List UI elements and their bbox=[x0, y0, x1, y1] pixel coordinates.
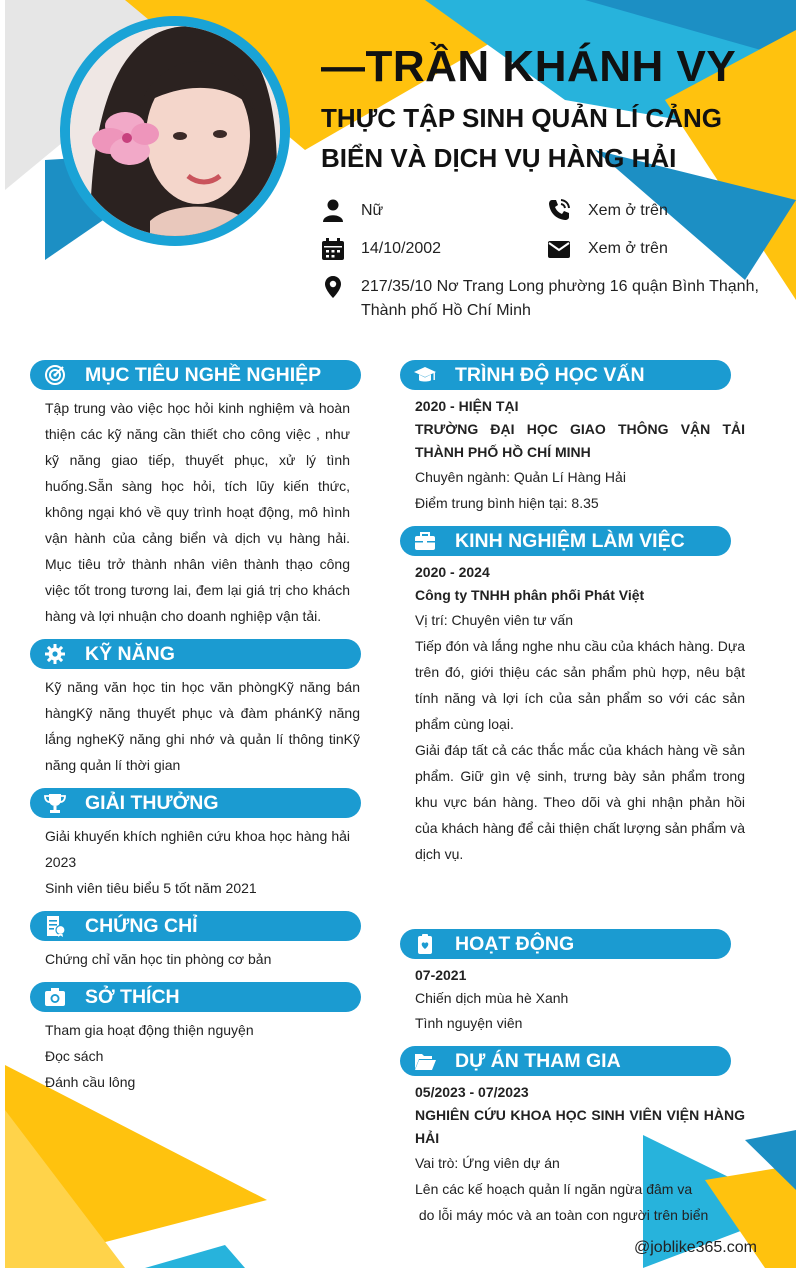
hobbies-heading-text: SỞ THÍCH bbox=[85, 986, 180, 1008]
trophy-icon bbox=[44, 792, 66, 814]
graduation-cap-icon bbox=[414, 364, 436, 386]
cv-page bbox=[5, 0, 796, 1268]
hobbies-heading bbox=[30, 982, 361, 1012]
project-period: 05/2023 - 07/2023 bbox=[415, 1084, 529, 1100]
projects-heading-text: DỰ ÁN THAM GIA bbox=[455, 1050, 621, 1072]
education-heading-text: TRÌNH ĐỘ HỌC VẤN bbox=[455, 364, 645, 386]
skills-heading-text: KỸ NĂNG bbox=[85, 643, 175, 665]
experience-company: Công ty TNHH phân phối Phát Việt bbox=[415, 587, 645, 603]
experience-heading bbox=[400, 526, 731, 556]
watermark: @joblike365.com bbox=[634, 1239, 757, 1256]
badge-icon bbox=[414, 933, 436, 955]
award-item: Sinh viên tiêu biểu 5 tốt năm 2021 bbox=[45, 880, 257, 896]
birthday-value: 14/10/2002 bbox=[361, 240, 442, 257]
experience-heading-text: KINH NGHIỆM LÀM VIỆC bbox=[455, 530, 685, 552]
projects-heading bbox=[400, 1046, 731, 1076]
objective-heading bbox=[30, 360, 361, 390]
education-gpa: Điểm trung bình hiện tại: 8.35 bbox=[415, 495, 599, 511]
decor-cyan-bottom-left bbox=[145, 1245, 245, 1268]
hobby-item: Đánh cầu lông bbox=[45, 1074, 136, 1090]
activities-heading-text: HOẠT ĐỘNG bbox=[455, 933, 575, 955]
gender-value: Nữ bbox=[361, 202, 384, 219]
hobby-item: Đọc sách bbox=[45, 1048, 104, 1064]
experience-desc: Giải đáp tất cả các thắc mắc của khách hàng về sản phẩm. Giữ gìn vệ sinh, trưng bày sản phẩm trong khu vực bán hàng. Theo dõi và ghi nhận phản hồi của khách hàng để cải thiện chất lượng sản phẩm và dịch vụ. bbox=[415, 742, 745, 862]
awards-heading bbox=[30, 788, 361, 818]
activity-period: 07-2021 bbox=[415, 967, 467, 983]
education-major: Chuyên ngành: Quản Lí Hàng Hải bbox=[415, 469, 626, 485]
project-desc: do lỗi máy móc và an toàn con người trên biển bbox=[415, 1207, 709, 1223]
skills-heading bbox=[30, 639, 361, 669]
job-title: THỰC TẬP SINH QUẢN LÍ CẢNG BIỂN VÀ DỊCH VỤ HÀNG HẢI bbox=[321, 103, 722, 173]
address-value: 217/35/10 Nơ Trang Long phường 16 quận Bình Thạnh, Thành phố Hồ Chí Minh bbox=[361, 278, 759, 319]
avatar bbox=[70, 26, 280, 236]
user-icon bbox=[321, 198, 345, 222]
candidate-name: —TRẦN KHÁNH VY bbox=[321, 42, 737, 91]
experience-desc: Tiếp đón và lắng nghe nhu cầu của khách hàng. Dựa trên đó, giới thiệu các sản phẩm phù hợp, nêu bật tính năng và lợi ích của sản phẩm so với các sản phẩm cùng loại. bbox=[415, 638, 745, 732]
project-role: Vai trò: Ứng viên dự án bbox=[415, 1155, 560, 1171]
experience-position: Vị trí: Chuyên viên tư vấn bbox=[415, 612, 573, 628]
objective-heading-text: MỤC TIÊU NGHỀ NGHIỆP bbox=[85, 364, 322, 386]
education-period: 2020 - HIỆN TẠI bbox=[415, 398, 519, 414]
folder-open-icon bbox=[414, 1050, 436, 1072]
awards-heading-text: GIẢI THƯỞNG bbox=[85, 792, 219, 814]
education-heading bbox=[400, 360, 731, 390]
location-icon bbox=[321, 275, 345, 299]
education-school: TRƯỜNG ĐẠI HỌC GIAO THÔNG VẬN TẢI THÀNH PHỐ HỒ CHÍ MINH bbox=[415, 421, 745, 460]
activities-heading bbox=[400, 929, 731, 959]
phone-value: Xem ở trên bbox=[588, 202, 668, 219]
certificates-heading bbox=[30, 911, 361, 941]
award-item: Giải khuyến khích nghiên cứu khoa học hàng hải 2023 bbox=[45, 828, 350, 870]
project-name: NGHIÊN CỨU KHOA HỌC SINH VIÊN VIỆN HÀNG HẢI bbox=[415, 1107, 745, 1146]
skills-text: Kỹ năng văn học tin học văn phòngKỹ năng bán hàngKỹ năng thuyết phục và đàm phánKỹ năng lắng ngheKỹ năng ghi nhớ và quản lí thông tinKỹ năng quản lí thời gian bbox=[45, 679, 360, 773]
certificates-heading-text: CHỨNG CHỈ bbox=[85, 915, 198, 937]
hobby-item: Tham gia hoạt động thiện nguyện bbox=[45, 1022, 254, 1038]
email-value: Xem ở trên bbox=[588, 240, 668, 257]
activity-role: Tình nguyện viên bbox=[415, 1015, 523, 1031]
activity-name: Chiến dịch mùa hè Xanh bbox=[415, 990, 569, 1006]
phone-icon bbox=[547, 198, 571, 222]
camera-icon bbox=[44, 986, 66, 1008]
target-icon bbox=[44, 364, 66, 386]
gear-icon bbox=[44, 643, 66, 665]
avatar-photo bbox=[70, 26, 280, 236]
certificate-icon bbox=[44, 915, 66, 937]
project-desc: Lên các kế hoạch quản lí ngăn ngừa đâm va bbox=[415, 1181, 693, 1197]
email-icon bbox=[547, 237, 571, 261]
objective-text: Tập trung vào việc học hỏi kinh nghiệm và hoàn thiện các kỹ năng cần thiết cho công việc , như kỹ năng giao tiếp, thuyết phục, xử lý tình huống.Sẵn sàng học hỏi, tích lũy kiến thức, không ngại khó về quy trình hoạt động, mô hình vận hành của cảng biển và dịch vụ hàng hải. Mục tiêu trở thành nhân viên thành thạo công việc tốt trong tương lai, đem lại giá trị cho khách hàng và lợi nhuận cho doanh nghiệp vận tải. bbox=[45, 400, 350, 624]
calendar-icon bbox=[321, 237, 345, 261]
experience-period: 2020 - 2024 bbox=[415, 564, 490, 580]
briefcase-icon bbox=[414, 530, 436, 552]
certificate-item: Chứng chỉ văn học tin phòng cơ bản bbox=[45, 951, 272, 967]
